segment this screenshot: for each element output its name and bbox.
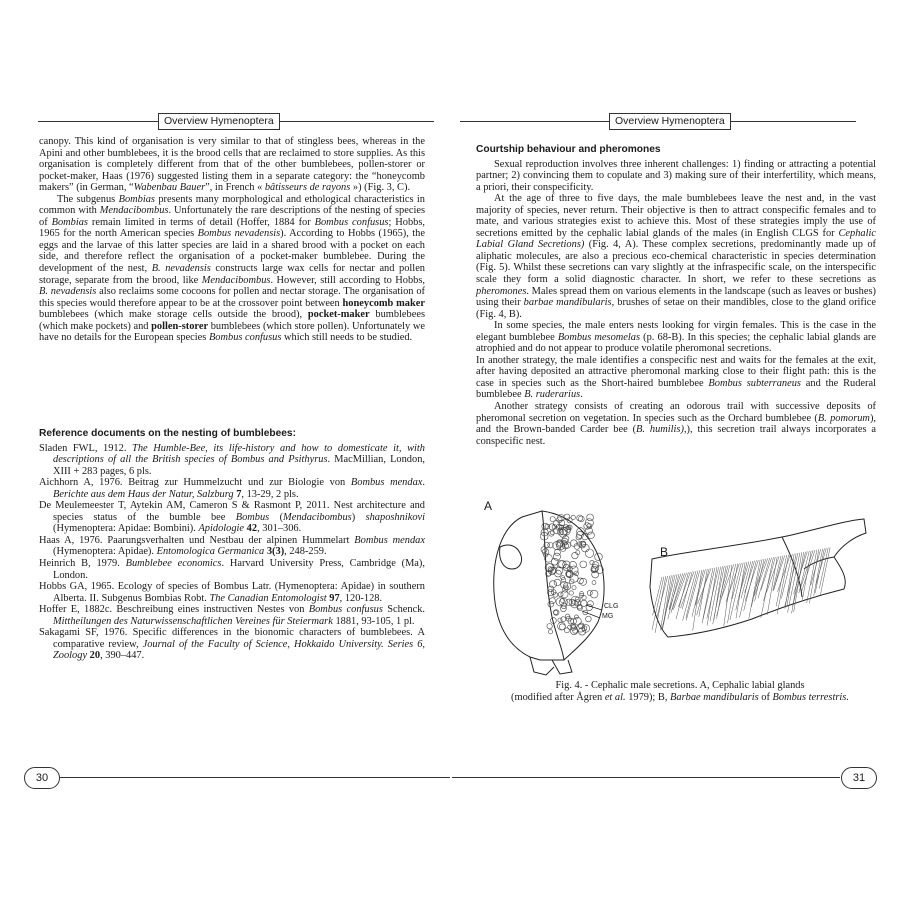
right-footer-rule xyxy=(452,777,840,778)
gland-cell xyxy=(558,618,562,622)
gland-cell xyxy=(578,516,584,522)
left-page-number: 30 xyxy=(24,767,60,789)
gland-cell xyxy=(588,532,595,539)
seta-line xyxy=(702,568,715,624)
seta-line xyxy=(807,550,817,603)
figure-label-clg: CLG xyxy=(604,603,619,610)
reference-item: Haas A, 1976. Paarungsverhalten und Nestbau der alpinen Hummelart Bombus mendax (Hymenoptera: Apidae). Entomologica Germanica 3(3), 248-259. xyxy=(39,534,425,558)
left-body-text xyxy=(39,136,425,344)
gland-cell xyxy=(548,601,554,607)
gland-cell xyxy=(580,561,587,568)
gland-cell xyxy=(554,549,560,555)
gland-cell xyxy=(571,515,575,519)
gland-cell xyxy=(574,615,578,619)
seta-line xyxy=(669,574,677,610)
reference-item: Sakagami SF, 1976. Specific differences in the bionomic characters of bumblebees. A comparative review, Journal of the Faculty of Science, Hokkaido University. Series 6, Zoology 20, 390–447. xyxy=(39,627,425,662)
left-footer-rule xyxy=(60,777,450,778)
gland-cell xyxy=(554,610,558,614)
labial-gland-cells xyxy=(540,514,603,635)
gland-cell xyxy=(549,598,555,604)
seta-line xyxy=(653,577,662,615)
reference-item: Hobbs GA, 1965. Ecology of species of Bombus Latr. (Hymenoptera: Apidae) in southern Alberta. II. Subgenus Bombias Robt. The Canadian Entomologist 97, 120-128. xyxy=(39,581,425,604)
gland-cell xyxy=(587,514,594,521)
gland-cell xyxy=(548,630,552,634)
mandible-setae xyxy=(652,547,830,633)
gland-cell xyxy=(571,540,578,547)
figure-label-mg: MG xyxy=(602,613,614,620)
gland-cell xyxy=(554,579,561,586)
gland-cell xyxy=(558,622,566,630)
gland-cell xyxy=(578,578,584,584)
figure-label-b: B xyxy=(660,545,669,559)
gland-cell xyxy=(547,624,552,629)
caption-line-1: Fig. 4. - Cephalic male secretions. A, Cephalic labial glands xyxy=(555,680,805,691)
right-paragraph: In another strategy, the male identifies a conspecific nest and waits for the females at the exit, after having deposited an attractive pheromonal marking close to their flight path: this is the case in species such as the Short-haired bumblebee Bombus subterraneus and the Ruderal bumblebee B. ruderarius. xyxy=(476,354,876,401)
references-list xyxy=(39,443,425,662)
gland-cell xyxy=(550,517,555,522)
reference-item: Sladen FWL, 1912. The Humble-Bee, its life-history and how to domesticate it, with descriptions of all the British species of Bombus and Psithyrus. MacMillian, London, XIII + 283 pages, 6 pls. xyxy=(39,442,426,477)
reference-item: Aichhorn A, 1976. Beitrag zur Hummelzucht und zur Biologie von Bombus mendax. Berichte aus dem Haus der Natur, Salzburg 7, 13-29, 2 pls. xyxy=(39,477,425,500)
right-paragraph: Another strategy consists of creating an odorous trail with successive deposits of pheromonal secretion on vegetation. In species such as the Orchard bumblebee (B. pomorum), and the Brown-banded Carder bee (B. humilis),), this secretion trail always incorporates a conspecific nest. xyxy=(476,401,877,447)
references-heading: Reference documents on the nesting of bumblebees: xyxy=(39,428,296,439)
left-paragraph-1: canopy. This kind of organisation is very similar to that of stingless bees, whereas in the Apini and other bumblebees, it is the brood cells that are reclaimed to store supplies. As this organisation is completely different from that of the other bumblebees, pollen-storer or pocket-maker, Haas (1976) suggested listing them in a separate category: the “honeycomb makers” (in German, “Wabenbau Bauer”, in French « bâtisseurs de rayons ») (Fig. 3, C). xyxy=(39,136,425,194)
gland-cell xyxy=(586,616,592,622)
left-running-header: Overview Hymenoptera xyxy=(158,113,280,130)
figure-4 xyxy=(482,497,872,682)
right-paragraph: Sexual reproduction involves three inherent challenges: 1) finding or attracting a potential partner; 2) convincing them to copulate and 3) making sure of their interfertility, which means, a priori, their conspecificity. xyxy=(476,158,876,193)
right-body-text xyxy=(476,144,876,447)
right-running-header: Overview Hymenoptera xyxy=(609,113,731,130)
seta-line xyxy=(801,550,813,587)
gland-cell xyxy=(582,595,586,599)
reference-item: Hoffer E, 1882c. Beschreibung eines instructiven Nestes von Bombus confusus Schenck. Mittheilungen des Naturwissenschaftlichen Vereines für Steiermark 1881, 93-105, 1 pl. xyxy=(39,604,425,627)
reference-item: Heinrich B, 1979. Bumblebee economics. Harvard University Press, Cambridge (Ma), London. xyxy=(39,558,425,581)
gland-cell xyxy=(548,543,553,548)
caption-line-2: (modified after Ågren et al. 1979); B, Barbae mandibularis of Bombus terrestris. xyxy=(511,692,849,703)
seta-line xyxy=(699,569,708,617)
seta-line xyxy=(703,568,713,620)
right-paragraph: In some species, the male enters nests looking for virgin females. This is the case in the elegant bumblebee Bombus mesomelas (p. 68-B). In this species; the cephalic labial glands are atrophied and do not appear to produce volatile pheromonal secretions. xyxy=(476,320,876,355)
gland-cell xyxy=(569,591,573,595)
gland-cell xyxy=(585,549,593,557)
gland-cell xyxy=(572,552,578,558)
right-paragraph: At the age of three to five days, the male bumblebees leave the nest and, in the vast majority of species, never return. Their objective is then to attract conspecific females and to mate, and various strategies exist to achieve this. Most of these strategies imply the use of secretions emitted by the cephalic labial glands of the males (in English CLGS for Cephalic Labial Gland Secretions) (Fig. 4, A). These complex secretions, predominantly made up of aliphatic molecules, are also a precious eco-chemical characteristic in species determination (Fig. 5). Whilst these secretions can vary slightly at the infraspecific scale, on the interspecific scale they form a solid diagnostic character. In short, we refer to these secretions as pheromones. Males spread them on various elements in the landscape (such as leaves or bushes) using their barbae mandibularis, brushes of setae on their mandibles, close to the gland orifice (Fig. 4, B). xyxy=(476,193,876,320)
gland-cell xyxy=(592,581,596,585)
right-paragraphs xyxy=(476,159,876,448)
figure-4-illustration xyxy=(482,497,872,682)
figure-4-caption xyxy=(490,680,870,704)
seta-line xyxy=(672,573,685,610)
section-heading: Courtship behaviour and pheromones xyxy=(476,144,661,155)
right-page-number: 31 xyxy=(841,767,877,789)
seta-line xyxy=(766,556,779,592)
right-page xyxy=(452,0,900,900)
gland-cell xyxy=(569,561,576,568)
seta-line xyxy=(778,554,791,592)
seta-line xyxy=(820,547,830,595)
gland-cell xyxy=(590,590,598,598)
figure-label-a: A xyxy=(484,499,493,513)
left-paragraph-2: The subgenus Bombias presents many morphological and ethological characteristics in common with Mendacibombus. Unfortunately the rare descriptions of the nesting of species of Bombias remain limited in terms of detail (Hoffer, 1884 for Bombus confusus; Hobbs, 1965 for the north American species Bombus nevadensis). According to Hobbs (1965), the eggs and the larvae of this latter species are laid in a shared brood with a pocket on each side, and therefore reflect the organisation of a pocket-maker bumblebee. During the development of the nest, B. nevadensis constructs large wax cells for nectar and pollen storage, separate from the brood, like Mendacibombus. However, still according to Hobbs, B. nevadensis also reclaims some cocoons for pollen and nectar storage. The organisation of this species would therefore appear to be at the crossover point between honeycomb maker bumblebees (which make storage cells outside the brood), pocket-maker bumblebees (which make pockets) and pollen-storer bumblebees (which store pollen). Unfortunately we have no details for the European species Bombus confusus which still needs to be studied. xyxy=(39,193,425,344)
gland-cell xyxy=(548,586,554,592)
references-section xyxy=(39,428,425,662)
gland-cell xyxy=(541,547,547,553)
gland-cell xyxy=(549,531,554,536)
gland-cell xyxy=(561,617,566,622)
gland-cell xyxy=(572,586,576,590)
gland-cell xyxy=(564,628,569,633)
gland-cell xyxy=(554,528,560,534)
reference-item: De Meulemeester T, Aytekin AM, Cameron S & Rasmont P, 2011. Nest architecture and species status of the bumble bee Bombus (Mendacibombus) shaposhnikovi (Hymenoptera: Apidae: Bombini). Apidologie 42, 301–306. xyxy=(39,500,426,535)
